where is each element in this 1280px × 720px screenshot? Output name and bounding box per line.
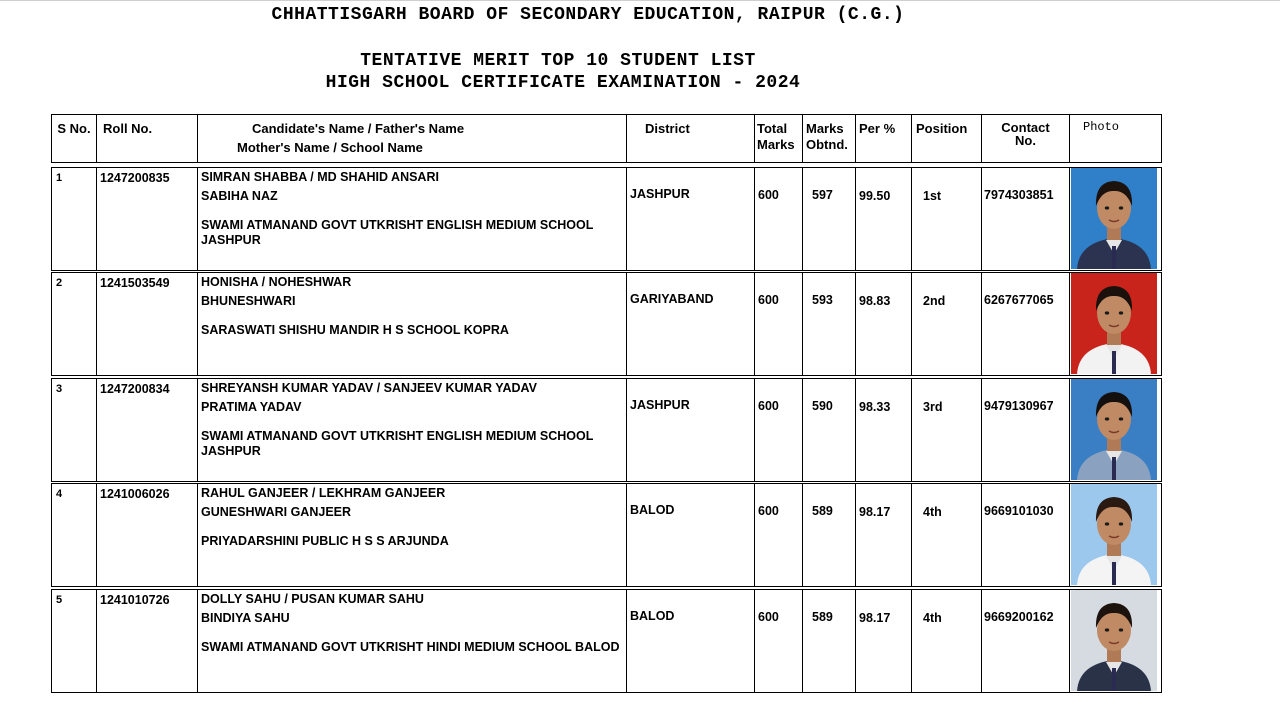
header-roll: Roll No. [97, 115, 198, 163]
student-row [51, 483, 1162, 587]
mother-name: BHUNESHWARI [201, 294, 296, 308]
header-candidate-line1: Candidate's Name / Father's Name [252, 121, 465, 136]
header-total-line1: Total [757, 121, 788, 136]
cell-photo [1070, 168, 1162, 271]
cell-candidate [198, 273, 627, 376]
header-contact-line1: Contact [1001, 120, 1050, 135]
cell-roll: 1241010726 [97, 590, 198, 693]
cell-position: 4th [912, 484, 982, 587]
mother-name: SABIHA NAZ [201, 189, 278, 203]
candidate-father-name: RAHUL GANJEER / LEKHRAM GANJEER [201, 486, 446, 500]
candidate-father-name: DOLLY SAHU / PUSAN KUMAR SAHU [201, 592, 424, 606]
photo-portrait-icon [1071, 273, 1157, 374]
cell-position: 1st [912, 168, 982, 271]
student-row [51, 167, 1162, 271]
cell-percent: 99.50 [856, 168, 912, 271]
cell-contact: 7974303851 [982, 168, 1070, 271]
candidate-father-name: SIMRAN SHABBA / MD SHAHID ANSARI [201, 170, 439, 184]
cell-photo [1070, 484, 1162, 587]
mother-name: GUNESHWARI GANJEER [201, 505, 352, 519]
cell-contact: 9669200162 [982, 590, 1070, 693]
cell-district: GARIYABAND [627, 273, 755, 376]
header-total-line2: Marks [757, 137, 795, 152]
cell-roll: 1241006026 [97, 484, 198, 587]
cell-contact: 9479130967 [982, 379, 1070, 482]
cell-roll: 1241503549 [97, 273, 198, 376]
header-district: District [627, 115, 755, 163]
candidate-father-name: SHREYANSH KUMAR YADAV / SANJEEV KUMAR YADAV [201, 381, 537, 395]
cell-marks-obtained: 590 [803, 379, 856, 482]
student-row [51, 272, 1162, 376]
cell-candidate [198, 379, 627, 482]
board-title: CHHATTISGARH BOARD OF SECONDARY EDUCATION, RAIPUR (C.G.) [271, 5, 905, 25]
cell-percent: 98.17 [856, 484, 912, 587]
photo-portrait-icon [1071, 484, 1157, 585]
cell-position: 3rd [912, 379, 982, 482]
header-obtained-line1: Marks [806, 121, 844, 136]
cell-roll: 1247200835 [97, 168, 198, 271]
cell-roll: 1247200834 [97, 379, 198, 482]
header-obtained [803, 115, 856, 163]
cell-contact: 9669101030 [982, 484, 1070, 587]
mother-name: BINDIYA SAHU [201, 611, 290, 625]
cell-percent: 98.33 [856, 379, 912, 482]
cell-photo [1070, 590, 1162, 693]
cell-district: JASHPUR [627, 379, 755, 482]
cell-percent: 98.83 [856, 273, 912, 376]
student-row [51, 378, 1162, 482]
photo-portrait-icon [1071, 590, 1157, 691]
cell-total-marks: 600 [755, 273, 803, 376]
cell-sno: 5 [52, 590, 97, 693]
cell-sno: 2 [52, 273, 97, 376]
cell-marks-obtained: 597 [803, 168, 856, 271]
cell-marks-obtained: 589 [803, 484, 856, 587]
candidate-father-name: HONISHA / NOHESHWAR [201, 275, 352, 289]
cell-sno: 1 [52, 168, 97, 271]
photo-portrait-icon [1071, 379, 1157, 480]
cell-contact: 6267677065 [982, 273, 1070, 376]
school-name: SARASWATI SHISHU MANDIR H S SCHOOL KOPRA [201, 323, 509, 337]
cell-candidate [198, 484, 627, 587]
cell-position: 4th [912, 590, 982, 693]
header-photo: Photo [1070, 115, 1162, 163]
cell-sno: 3 [52, 379, 97, 482]
cell-sno: 4 [52, 484, 97, 587]
list-title: TENTATIVE MERIT TOP 10 STUDENT LIST [360, 51, 756, 71]
cell-district: BALOD [627, 590, 755, 693]
school-name: SWAMI ATMANAND GOVT UTKRISHT ENGLISH MEDIUM SCHOOL JASHPUR [201, 429, 594, 458]
cell-marks-obtained: 593 [803, 273, 856, 376]
cell-candidate [198, 590, 627, 693]
cell-total-marks: 600 [755, 379, 803, 482]
cell-district: JASHPUR [627, 168, 755, 271]
header-percent: Per % [856, 115, 912, 163]
exam-title: HIGH SCHOOL CERTIFICATE EXAMINATION - 2024 [325, 73, 801, 93]
cell-total-marks: 600 [755, 484, 803, 587]
cell-photo [1070, 273, 1162, 376]
header-obtained-line2: Obtnd. [806, 137, 848, 152]
cell-total-marks: 600 [755, 590, 803, 693]
cell-district: BALOD [627, 484, 755, 587]
header-candidate-line2: Mother's Name / School Name [237, 140, 423, 155]
school-name: SWAMI ATMANAND GOVT UTKRISHT ENGLISH MEDIUM SCHOOL JASHPUR [201, 218, 594, 247]
header-position: Position [912, 115, 982, 163]
header-total [755, 115, 803, 163]
school-name: SWAMI ATMANAND GOVT UTKRISHT HINDI MEDIUM SCHOOL BALOD [201, 640, 620, 654]
cell-position: 2nd [912, 273, 982, 376]
cell-candidate [198, 168, 627, 271]
mother-name: PRATIMA YADAV [201, 400, 302, 414]
student-row [51, 589, 1162, 693]
page-top-border [0, 0, 1280, 1]
cell-photo [1070, 379, 1162, 482]
photo-portrait-icon [1071, 168, 1157, 269]
header-sno: S No. [52, 115, 97, 163]
header-contact [982, 115, 1070, 163]
header-table [51, 114, 1162, 163]
cell-total-marks: 600 [755, 168, 803, 271]
cell-marks-obtained: 589 [803, 590, 856, 693]
cell-percent: 98.17 [856, 590, 912, 693]
header-contact-line2: No. [1015, 133, 1036, 148]
header-candidate [198, 115, 627, 163]
school-name: PRIYADARSHINI PUBLIC H S S ARJUNDA [201, 534, 449, 548]
